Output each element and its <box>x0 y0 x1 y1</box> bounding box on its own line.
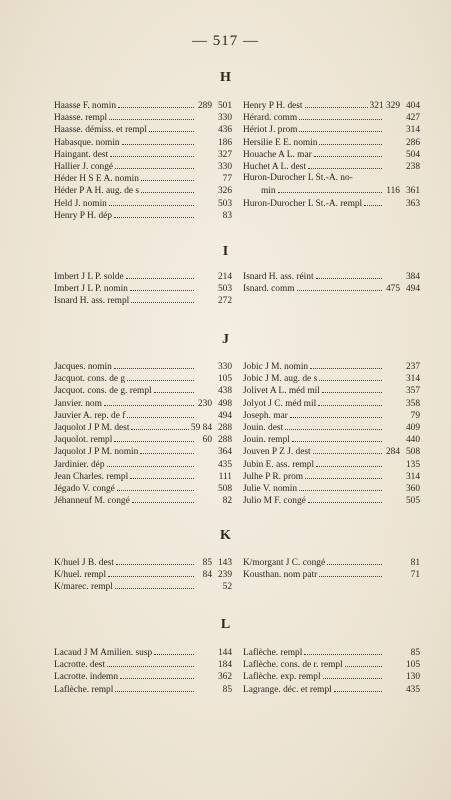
entry-name: Jouin. dest <box>243 422 284 433</box>
entry-page-ref-2: 83 <box>222 210 232 221</box>
dot-leader <box>141 172 194 181</box>
index-entry <box>54 482 232 494</box>
index-entry <box>54 270 232 282</box>
index-entry <box>243 360 420 372</box>
entry-name: Haasse. rempl <box>54 113 108 124</box>
entry-page-ref-2: 288 <box>217 422 232 433</box>
index-entry <box>243 458 420 470</box>
dot-leader <box>110 148 194 157</box>
section-letter-l: L <box>220 617 231 632</box>
entry-page-ref-2: 435 <box>405 684 420 695</box>
entry-name: Henry P H. dép <box>54 210 112 221</box>
entry-name: Jégado V. congé <box>54 483 115 494</box>
index-entry <box>54 197 232 209</box>
dot-leader <box>118 99 194 108</box>
entry-name: Lacrotte. dest <box>54 660 106 671</box>
entry-name: K/huel J B. dest <box>54 558 114 568</box>
index-entry <box>243 494 420 506</box>
dot-leader <box>104 397 194 406</box>
entry-page-ref-1: 475 <box>385 284 400 295</box>
dot-leader <box>140 445 194 454</box>
section-letter-i: I <box>222 244 229 259</box>
entry-name: Jardinier. dép <box>54 459 105 470</box>
entry-page-ref-2: 186 <box>217 137 232 148</box>
index-entry <box>54 683 232 695</box>
dot-leader <box>299 123 382 132</box>
entry-page-ref-1: 289 <box>197 101 212 111</box>
dot-leader <box>130 282 194 291</box>
entry-name: Julio M F. congé <box>243 496 306 507</box>
entry-page-ref-2: 494 <box>217 410 232 421</box>
entry-name: Isnard H. ass. rempl <box>54 296 130 307</box>
entry-page-ref-2: 508 <box>217 483 232 494</box>
index-entry <box>54 658 232 670</box>
index-column-right <box>243 99 420 209</box>
dot-leader <box>299 482 382 491</box>
index-entry <box>243 397 420 409</box>
entry-page-ref-2: 111 <box>218 471 232 482</box>
index-entry <box>54 580 232 592</box>
entry-name: Jacques. nomin <box>54 362 112 372</box>
dot-leader <box>327 556 382 565</box>
entry-page-ref-2: 501 <box>217 101 232 111</box>
entry-name: Held J. nomin <box>54 198 107 209</box>
index-entry <box>54 360 232 372</box>
entry-name: Imbert J L P. solde <box>54 272 124 282</box>
entry-page-ref-2: 77 <box>222 174 232 185</box>
entry-page-ref-2: 81 <box>410 558 420 568</box>
dot-leader <box>109 197 194 206</box>
dot-leader <box>322 384 382 393</box>
entry-page-ref-2: 427 <box>405 113 420 124</box>
entry-page-ref-2: 360 <box>405 483 420 494</box>
entry-page-ref-2: 85 <box>222 684 232 695</box>
index-entry <box>54 282 232 294</box>
index-entry <box>54 470 232 482</box>
entry-page-ref-2: 184 <box>217 660 232 671</box>
dot-leader <box>107 658 194 667</box>
index-entry <box>54 421 232 433</box>
entry-page-ref-2: 314 <box>405 125 420 136</box>
entry-name: Jaquolot J P M. nomin <box>54 447 139 458</box>
dot-leader <box>109 111 194 120</box>
dot-leader <box>127 409 194 418</box>
entry-name: Haasse F. nomin <box>54 101 117 111</box>
index-entry <box>243 372 420 384</box>
dot-leader <box>323 670 382 679</box>
entry-page-ref-2: 82 <box>222 496 232 507</box>
entry-name: Laflèche. exp. rempl <box>243 672 321 683</box>
index-entry <box>243 421 420 433</box>
dot-leader <box>304 646 382 655</box>
dot-leader <box>334 683 382 692</box>
entry-name: Kousthan. nom patr <box>243 570 318 581</box>
dot-leader <box>355 172 382 180</box>
section-letter-k: K <box>220 528 231 543</box>
entry-name: Lacrotte. indemn <box>54 672 119 683</box>
dot-leader <box>114 360 194 369</box>
index-entry <box>243 568 420 580</box>
entry-name: K/morgant J C. congé <box>243 558 326 568</box>
entry-name: Janvier. nom <box>54 398 102 409</box>
entry-page-ref-2: 503 <box>217 284 232 295</box>
index-entry <box>243 445 420 457</box>
index-entry <box>54 372 232 384</box>
index-entry <box>54 160 232 172</box>
entry-name: Lacaud J M Amilien. susp <box>54 648 153 658</box>
index-entry <box>54 670 232 682</box>
index-entry <box>243 384 420 396</box>
page-number: — 517 — <box>192 33 259 49</box>
dot-leader <box>131 421 188 430</box>
dot-leader <box>299 111 382 120</box>
dot-leader <box>107 458 194 467</box>
entry-name: Imbert J L P. nomin <box>54 284 128 295</box>
entry-name: Hérard. comm <box>243 113 298 124</box>
dot-leader <box>154 646 194 655</box>
entry-name: Jauvier A. rep. de f <box>54 410 126 421</box>
entry-page-ref-2: 361 <box>405 186 420 197</box>
entry-page-ref-2: 503 <box>217 198 232 209</box>
dot-leader <box>115 683 194 692</box>
entry-page-ref-1: 59 84 <box>190 422 212 433</box>
index-entry <box>54 646 232 658</box>
entry-page-ref-2: 358 <box>405 398 420 409</box>
entry-page-ref-2: 364 <box>217 447 232 458</box>
index-entry <box>243 409 420 421</box>
entry-page-ref-2: 214 <box>217 272 232 282</box>
index-entry <box>243 270 420 282</box>
index-entry <box>243 148 420 160</box>
entry-name: Jouven P Z J. dest <box>243 447 311 458</box>
entry-name: Jean Charles. rempl <box>54 471 129 482</box>
entry-page-ref-2: 327 <box>217 149 232 160</box>
dot-leader <box>364 197 382 206</box>
entry-name: Habasque. nomin <box>54 137 120 148</box>
entry-name: Jobic J M. nomin <box>243 362 309 372</box>
dot-leader <box>285 421 382 430</box>
entry-name: Héder P A H. aug. de s <box>54 186 140 197</box>
section-letter-j: J <box>222 332 229 347</box>
index-entry <box>54 111 232 123</box>
entry-page-ref-2: 143 <box>217 558 232 568</box>
entry-page-ref-2: 436 <box>217 125 232 136</box>
dot-leader <box>149 123 194 132</box>
entry-name: Haasse. démiss. et rempl <box>54 125 147 136</box>
entry-page-ref-1: 284 <box>385 447 400 458</box>
entry-name: Huron-Durocher L St.-A. rempl <box>243 198 363 209</box>
index-entry <box>54 148 232 160</box>
entry-name: Jolyot J C. méd mil <box>243 398 317 409</box>
dot-leader <box>115 160 194 169</box>
entry-page-ref-2: 239 <box>217 570 232 581</box>
index-entry <box>243 282 420 294</box>
entry-page-ref-1: 230 <box>197 398 212 409</box>
entry-page-ref-2: 330 <box>217 113 232 124</box>
index-entry <box>54 445 232 457</box>
entry-page-ref-2: 79 <box>410 410 420 421</box>
entry-name: Jouin. rempl <box>243 435 290 446</box>
index-entry <box>243 123 420 135</box>
index-column-left <box>54 360 232 506</box>
index-entry <box>54 556 232 568</box>
entry-page-ref-2: 362 <box>217 672 232 683</box>
index-entry <box>54 294 232 306</box>
entry-page-ref-2: 288 <box>217 435 232 446</box>
dot-leader <box>122 136 194 145</box>
dot-leader <box>297 282 382 291</box>
index-column-left <box>54 646 232 695</box>
entry-name: Hériot J. prom <box>243 125 298 136</box>
entry-name: Jacquot. cons. de g <box>54 374 126 385</box>
dot-leader <box>319 136 382 145</box>
entry-name: Jacquot. cons. de g. rempl <box>54 386 152 397</box>
index-entry <box>54 209 232 221</box>
dot-leader <box>114 433 194 442</box>
entry-page-ref-1: 84 <box>202 570 212 581</box>
dot-leader <box>115 580 194 589</box>
index-entry <box>54 494 232 506</box>
dot-leader <box>141 184 194 193</box>
entry-page-ref-2: 435 <box>217 459 232 470</box>
entry-name: Jéhanneuf M. congé <box>54 496 130 507</box>
dot-leader <box>278 184 382 193</box>
entry-name: Julie V. nomin <box>243 483 298 494</box>
index-entry <box>243 197 420 209</box>
entry-page-ref-2: 438 <box>217 386 232 397</box>
index-entry <box>54 384 232 396</box>
index-entry <box>243 482 420 494</box>
entry-page-ref-2: 404 <box>405 101 420 111</box>
dot-leader <box>319 568 382 577</box>
entry-page-ref-2: 504 <box>405 149 420 160</box>
entry-name: Jubin E. ass. rempl <box>243 459 315 470</box>
entry-page-ref-2: 71 <box>410 570 420 581</box>
entry-page-ref-2: 85 <box>410 648 420 658</box>
dot-leader <box>316 458 382 467</box>
index-entry <box>243 172 420 184</box>
entry-page-ref-2: 135 <box>405 459 420 470</box>
entry-page-ref-2: 440 <box>405 435 420 446</box>
index-column-right <box>243 556 420 580</box>
dot-leader <box>318 397 382 406</box>
entry-name: min <box>261 186 276 197</box>
index-entry <box>243 160 420 172</box>
entry-name: Jobic J M. aug. de s <box>243 374 318 385</box>
entry-name: Joseph. mar <box>243 410 288 421</box>
index-entry <box>54 397 232 409</box>
dot-leader <box>305 470 382 479</box>
dot-leader <box>108 568 194 577</box>
dot-leader <box>126 270 194 279</box>
index-column-left <box>54 270 232 307</box>
entry-page-ref-2: 105 <box>405 660 420 671</box>
index-entry <box>243 99 420 111</box>
index-entry <box>243 111 420 123</box>
entry-name: Hersilie E E. nomin <box>243 137 318 148</box>
entry-name: Héder H S E A. nomin <box>54 174 139 185</box>
dot-leader <box>345 658 382 667</box>
entry-page-ref-2: 105 <box>217 374 232 385</box>
entry-name: K/marec. rempl <box>54 582 113 593</box>
entry-name: Jolivet A L. méd mil <box>243 386 320 397</box>
entry-page-ref-2: 384 <box>405 272 420 282</box>
entry-page-ref-2: 314 <box>405 471 420 482</box>
entry-page-ref-2: 326 <box>217 186 232 197</box>
dot-leader <box>308 160 382 169</box>
entry-name: Huron-Durocher L St.-A. no- <box>243 173 353 184</box>
index-entry <box>54 136 232 148</box>
index-column-right <box>243 270 420 294</box>
entry-page-ref-2: 238 <box>405 161 420 172</box>
entry-page-ref-2: 130 <box>405 672 420 683</box>
index-entry <box>243 470 420 482</box>
index-entry <box>243 658 420 670</box>
entry-name: Isnard. comm <box>243 284 295 295</box>
entry-name: Henry P H. dest <box>243 101 303 111</box>
entry-name: Laflèche. rempl <box>54 684 114 695</box>
entry-page-ref-2: 508 <box>405 447 420 458</box>
dot-leader <box>127 372 194 381</box>
entry-page-ref-2: 286 <box>405 137 420 148</box>
entry-name: Lagrange. déc. et rempl <box>243 684 332 695</box>
index-entry <box>243 670 420 682</box>
index-entry <box>243 136 420 148</box>
entry-name: Laflèche. rempl <box>243 648 303 658</box>
index-entry <box>243 683 420 695</box>
entry-name: Hallier J. congé <box>54 161 114 172</box>
dot-leader <box>154 384 194 393</box>
entry-name: Huchet A L. dest <box>243 161 307 172</box>
entry-page-ref-2: 330 <box>217 161 232 172</box>
dot-leader <box>131 294 194 303</box>
dot-leader <box>290 409 382 418</box>
index-entry <box>54 568 232 580</box>
entry-page-ref-2: 52 <box>222 582 232 593</box>
index-entry <box>243 556 420 568</box>
entry-name: K/huel. rempl <box>54 570 107 581</box>
index-entry <box>54 172 232 184</box>
entry-name: Isnard H. ass. réint <box>243 272 314 282</box>
entry-page-ref-2: 272 <box>217 296 232 307</box>
dot-leader <box>313 445 382 454</box>
entry-name: Laflèche. cons. de r. rempl <box>243 660 343 671</box>
index-entry <box>54 99 232 111</box>
index-column-left <box>54 99 232 221</box>
dot-leader <box>316 270 382 279</box>
index-entry <box>54 458 232 470</box>
dot-leader <box>319 372 382 381</box>
dot-leader <box>305 99 368 108</box>
index-column-left <box>54 556 232 593</box>
entry-name: Haingant. dest <box>54 149 109 160</box>
entry-page-ref-2: 314 <box>405 374 420 385</box>
dot-leader <box>308 494 382 503</box>
dot-leader <box>132 494 194 503</box>
entry-page-ref-1: 60 <box>202 435 212 446</box>
entry-page-ref-2: 144 <box>217 648 232 658</box>
entry-page-ref-2: 330 <box>217 362 232 372</box>
entry-name: Julhe P R. prom <box>243 471 304 482</box>
section-letter-h: H <box>220 70 231 85</box>
dot-leader <box>130 470 194 479</box>
entry-page-ref-1: 321 329 <box>369 101 400 111</box>
dot-leader <box>117 482 194 491</box>
index-entry <box>243 433 420 445</box>
dot-leader <box>314 148 382 157</box>
entry-page-ref-2: 498 <box>217 398 232 409</box>
dot-leader <box>120 670 194 679</box>
index-column-right <box>243 360 420 506</box>
entry-page-ref-1: 85 <box>202 558 212 568</box>
index-entry <box>54 184 232 196</box>
entry-page-ref-2: 357 <box>405 386 420 397</box>
dot-leader <box>292 433 382 442</box>
index-entry <box>54 123 232 135</box>
entry-page-ref-2: 363 <box>405 198 420 209</box>
entry-page-ref-2: 505 <box>405 496 420 507</box>
index-entry <box>243 184 420 196</box>
index-entry <box>54 409 232 421</box>
entry-name: Jaquolot J P M. dest <box>54 422 130 433</box>
entry-name: Houache A L. mar <box>243 149 312 160</box>
index-entry <box>54 433 232 445</box>
index-column-right <box>243 646 420 695</box>
dot-leader <box>114 209 194 218</box>
entry-page-ref-2: 237 <box>405 362 420 372</box>
entry-page-ref-1: 116 <box>386 186 400 197</box>
entry-page-ref-2: 409 <box>405 422 420 433</box>
entry-name: Jaquolot. rempl <box>54 435 113 446</box>
entry-page-ref-2: 494 <box>405 284 420 295</box>
dot-leader <box>310 360 382 369</box>
index-entry <box>243 646 420 658</box>
dot-leader <box>116 556 194 565</box>
